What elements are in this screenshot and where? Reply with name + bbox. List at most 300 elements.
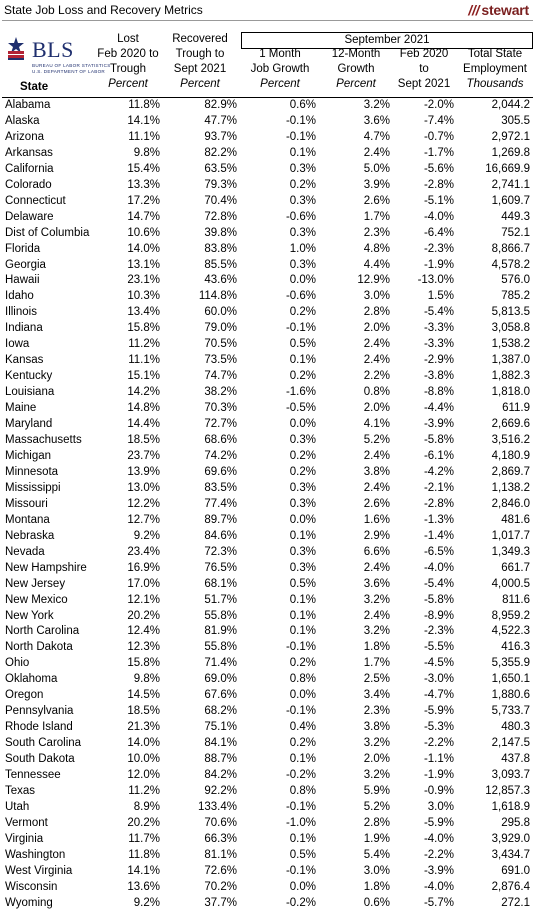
feb-to-sept-change: -2.2% xyxy=(423,848,454,861)
total-employment: 576.0 xyxy=(501,274,530,287)
state-name: Oregon xyxy=(5,689,44,702)
table-row xyxy=(0,513,535,529)
recovered-pct: 92.2% xyxy=(204,784,237,797)
table-row xyxy=(0,337,535,353)
twelve-month-growth: 5.0% xyxy=(363,162,390,175)
state-name: Florida xyxy=(5,242,41,255)
brand-logo xyxy=(468,2,529,18)
state-name: California xyxy=(5,162,54,175)
one-month-growth: -0.5% xyxy=(285,402,316,415)
one-month-growth: -0.1% xyxy=(285,322,316,335)
table-row xyxy=(0,880,535,896)
state-name: Nebraska xyxy=(5,529,55,542)
state-name: Arizona xyxy=(5,130,44,143)
table-row xyxy=(0,816,535,832)
table-row xyxy=(0,688,535,704)
total-employment: 785.2 xyxy=(501,290,530,303)
table-row xyxy=(0,864,535,880)
twelve-month-growth: 2.6% xyxy=(363,497,390,510)
table-row xyxy=(0,656,535,672)
lost-pct: 20.2% xyxy=(127,816,160,829)
header-total-employment: Total State Employment Thousands xyxy=(463,48,527,90)
table-row xyxy=(0,242,535,258)
recovered-pct: 81.1% xyxy=(204,848,237,861)
feb-to-sept-change: -5.5% xyxy=(423,641,454,654)
state-name: Dist of Columbia xyxy=(5,226,90,239)
lost-pct: 14.2% xyxy=(127,386,160,399)
feb-to-sept-change: -4.0% xyxy=(423,561,454,574)
lost-pct: 12.2% xyxy=(127,497,160,510)
table-row xyxy=(0,321,535,337)
lost-pct: 13.9% xyxy=(127,465,160,478)
total-employment: 1,387.0 xyxy=(491,354,530,367)
bls-wordmark: BLS xyxy=(32,37,74,62)
feb-to-sept-change: -3.9% xyxy=(423,864,454,877)
one-month-growth: 0.1% xyxy=(289,529,316,542)
recovered-pct: 83.5% xyxy=(204,481,237,494)
twelve-month-growth: 1.7% xyxy=(363,657,390,670)
lost-pct: 14.7% xyxy=(127,210,160,223)
one-month-growth: 0.3% xyxy=(289,481,316,494)
lost-pct: 11.8% xyxy=(128,848,160,861)
twelve-month-growth: 1.6% xyxy=(363,513,390,526)
total-employment: 4,522.3 xyxy=(491,625,530,638)
feb-to-sept-change: -4.0% xyxy=(423,832,454,845)
total-employment: 3,516.2 xyxy=(491,434,530,447)
table-row xyxy=(0,704,535,720)
total-employment: 272.1 xyxy=(501,896,530,909)
feb-to-sept-change: -2.0% xyxy=(423,99,454,111)
recovered-pct: 72.3% xyxy=(204,545,237,558)
table-row xyxy=(0,162,535,178)
recovered-pct: 84.2% xyxy=(204,769,237,782)
one-month-growth: 0.3% xyxy=(289,162,316,175)
twelve-month-growth: 3.4% xyxy=(363,689,390,702)
state-name: West Virginia xyxy=(5,864,73,877)
state-name: Pennsylvania xyxy=(5,705,74,718)
table-row xyxy=(0,369,535,385)
title-bar xyxy=(0,0,535,22)
twelve-month-growth: 2.8% xyxy=(363,306,390,319)
total-employment: 12,857.3 xyxy=(485,784,530,797)
total-employment: 1,880.6 xyxy=(491,689,530,702)
state-name: North Dakota xyxy=(5,641,73,654)
lost-pct: 15.8% xyxy=(127,657,160,670)
recovered-pct: 70.3% xyxy=(204,402,237,415)
feb-to-sept-change: -3.3% xyxy=(423,338,454,351)
one-month-growth: 0.3% xyxy=(289,497,316,510)
table-row xyxy=(0,417,535,433)
total-employment: 295.8 xyxy=(501,816,530,829)
table-row xyxy=(0,577,535,593)
twelve-month-growth: 5.4% xyxy=(363,848,390,861)
twelve-month-growth: 3.9% xyxy=(363,178,390,191)
lost-pct: 17.0% xyxy=(127,577,160,590)
header-lost: Lost Feb 2020 to Trough Percent xyxy=(97,33,159,90)
recovered-pct: 37.7% xyxy=(204,896,237,909)
recovered-pct: 47.7% xyxy=(204,114,237,127)
twelve-month-growth: 3.2% xyxy=(363,769,390,782)
state-name: North Carolina xyxy=(5,625,80,638)
feb-to-sept-change: -5.8% xyxy=(423,593,454,606)
table-row xyxy=(0,353,535,369)
lost-pct: 14.4% xyxy=(127,418,160,431)
state-name: Indiana xyxy=(5,322,43,335)
recovered-pct: 114.8% xyxy=(198,290,237,303)
feb-to-sept-change: -4.0% xyxy=(423,880,454,893)
table-row xyxy=(0,449,535,465)
state-name: Nevada xyxy=(5,545,45,558)
state-name: New York xyxy=(5,609,54,622)
recovered-pct: 75.1% xyxy=(204,721,237,734)
recovered-pct: 63.5% xyxy=(204,162,237,175)
lost-pct: 11.1% xyxy=(128,130,160,143)
feb-to-sept-change: -3.8% xyxy=(423,370,454,383)
state-name: New Mexico xyxy=(5,593,68,606)
recovered-pct: 72.6% xyxy=(204,864,237,877)
total-employment: 661.7 xyxy=(501,561,530,574)
total-employment: 3,929.0 xyxy=(491,832,530,845)
feb-to-sept-change: -4.5% xyxy=(423,657,454,670)
lost-pct: 8.9% xyxy=(133,800,160,813)
lost-pct: 9.8% xyxy=(133,146,160,159)
table-row xyxy=(0,273,535,289)
twelve-month-growth: 5.2% xyxy=(363,800,390,813)
lost-pct: 14.8% xyxy=(127,402,160,415)
lost-pct: 15.1% xyxy=(127,370,160,383)
table-row xyxy=(0,784,535,800)
twelve-month-growth: 12.9% xyxy=(357,274,390,287)
total-employment: 2,869.7 xyxy=(491,465,530,478)
recovered-pct: 70.2% xyxy=(204,880,237,893)
total-employment: 1,349.3 xyxy=(491,545,530,558)
feb-to-sept-change: -2.8% xyxy=(423,178,454,191)
table-row xyxy=(0,385,535,401)
twelve-month-growth: 2.4% xyxy=(363,609,390,622)
table-row xyxy=(0,481,535,497)
table-row xyxy=(0,146,535,162)
state-name: Idaho xyxy=(5,290,34,303)
state-column-header: State xyxy=(20,81,49,93)
recovered-pct: 93.7% xyxy=(204,130,237,143)
feb-to-sept-change: -5.4% xyxy=(423,577,454,590)
state-name: Rhode Island xyxy=(5,721,73,734)
lost-pct: 14.0% xyxy=(127,242,160,255)
total-employment: 2,147.5 xyxy=(491,737,530,750)
total-employment: 4,578.2 xyxy=(491,258,530,271)
table-row xyxy=(0,848,535,864)
state-name: New Hampshire xyxy=(5,561,87,574)
twelve-month-growth: 4.1% xyxy=(363,418,390,431)
recovered-pct: 76.5% xyxy=(204,561,237,574)
brand-name: stewart xyxy=(481,2,529,18)
twelve-month-growth: 3.8% xyxy=(363,721,390,734)
recovered-pct: 66.3% xyxy=(204,832,237,845)
feb-to-sept-change: -0.7% xyxy=(423,130,454,143)
twelve-month-growth: 1.9% xyxy=(363,832,390,845)
lost-pct: 14.1% xyxy=(127,864,160,877)
state-name: Wisconsin xyxy=(5,880,58,893)
recovered-pct: 68.6% xyxy=(204,434,237,447)
twelve-month-growth: 0.8% xyxy=(363,386,390,399)
twelve-month-growth: 4.4% xyxy=(363,258,390,271)
total-employment: 16,669.9 xyxy=(485,162,530,175)
state-name: Tennessee xyxy=(5,769,61,782)
twelve-month-growth: 2.4% xyxy=(363,146,390,159)
total-employment: 811.6 xyxy=(502,593,530,606)
one-month-growth: 0.1% xyxy=(289,832,316,845)
state-name: Montana xyxy=(5,513,50,526)
lost-pct: 23.7% xyxy=(127,449,160,462)
feb-to-sept-change: -5.9% xyxy=(423,816,454,829)
eagle-seal-icon xyxy=(4,36,28,62)
one-month-growth: 0.5% xyxy=(289,848,316,861)
feb-to-sept-change: -3.9% xyxy=(423,418,454,431)
table-body xyxy=(0,98,535,912)
table-row xyxy=(0,497,535,513)
feb-to-sept-change: -0.9% xyxy=(423,784,454,797)
table-row xyxy=(0,832,535,848)
lost-pct: 18.5% xyxy=(127,705,160,718)
twelve-month-growth: 2.8% xyxy=(363,816,390,829)
total-employment: 2,876.4 xyxy=(491,880,530,893)
state-name: Wyoming xyxy=(5,896,53,909)
total-employment: 3,434.7 xyxy=(491,848,530,861)
state-name: Alaska xyxy=(5,114,40,127)
feb-to-sept-change: -8.8% xyxy=(423,386,454,399)
feb-to-sept-change: -4.4% xyxy=(423,402,454,415)
feb-to-sept-change: -6.1% xyxy=(423,449,454,462)
one-month-growth: -0.2% xyxy=(285,769,316,782)
lost-pct: 13.4% xyxy=(127,306,160,319)
feb-to-sept-change: -8.9% xyxy=(423,609,454,622)
twelve-month-growth: 3.0% xyxy=(363,864,390,877)
twelve-month-growth: 4.8% xyxy=(363,242,390,255)
table-row xyxy=(0,736,535,752)
lost-pct: 14.1% xyxy=(127,114,160,127)
twelve-month-growth: 0.6% xyxy=(363,896,390,909)
state-name: Massachusetts xyxy=(5,434,82,447)
total-employment: 1,269.8 xyxy=(491,146,530,159)
total-employment: 2,044.2 xyxy=(491,99,530,111)
recovered-pct: 71.4% xyxy=(204,657,237,670)
one-month-growth: 0.2% xyxy=(289,306,316,319)
twelve-month-growth: 5.9% xyxy=(363,784,390,797)
title-divider xyxy=(2,20,533,21)
feb-to-sept-change: -1.9% xyxy=(423,258,454,271)
table-row xyxy=(0,289,535,305)
one-month-growth: 0.5% xyxy=(289,338,316,351)
total-employment: 5,355.9 xyxy=(491,657,530,670)
total-employment: 3,058.8 xyxy=(491,322,530,335)
feb-to-sept-change: -2.8% xyxy=(423,497,454,510)
recovered-pct: 55.8% xyxy=(204,641,237,654)
feb-to-sept-change: -2.2% xyxy=(423,737,454,750)
table-row xyxy=(0,178,535,194)
table-row xyxy=(0,114,535,130)
one-month-growth: 0.5% xyxy=(289,577,316,590)
state-name: Louisiana xyxy=(5,386,55,399)
lost-pct: 11.8% xyxy=(128,99,160,111)
table-row xyxy=(0,98,535,114)
stewart-mark-icon: /// xyxy=(468,2,480,18)
one-month-growth: 0.3% xyxy=(289,434,316,447)
lost-pct: 12.4% xyxy=(127,625,160,638)
total-employment: 1,882.3 xyxy=(491,370,530,383)
recovered-pct: 69.0% xyxy=(204,673,237,686)
lost-pct: 9.2% xyxy=(133,896,160,909)
table-row xyxy=(0,258,535,274)
one-month-growth: -0.2% xyxy=(285,896,316,909)
total-employment: 480.3 xyxy=(501,721,530,734)
recovered-pct: 70.6% xyxy=(204,816,237,829)
table-row xyxy=(0,561,535,577)
total-employment: 2,741.1 xyxy=(491,178,530,191)
total-employment: 4,000.5 xyxy=(491,577,530,590)
state-name: Ohio xyxy=(5,657,30,670)
state-name: Virginia xyxy=(5,832,44,845)
twelve-month-growth: 2.0% xyxy=(363,402,390,415)
one-month-growth: -0.1% xyxy=(285,800,316,813)
recovered-pct: 68.1% xyxy=(204,577,237,590)
state-name: Alabama xyxy=(5,99,51,111)
total-employment: 5,813.5 xyxy=(491,306,530,319)
lost-pct: 17.2% xyxy=(127,194,160,207)
state-name: Vermont xyxy=(5,816,48,829)
total-employment: 1,818.0 xyxy=(491,386,530,399)
twelve-month-growth: 6.6% xyxy=(363,545,390,558)
one-month-growth: 0.3% xyxy=(289,226,316,239)
header-feb-to-sept: Feb 2020 to Sept 2021 xyxy=(397,48,451,90)
lost-pct: 10.0% xyxy=(127,753,160,766)
state-name: Colorado xyxy=(5,178,52,191)
table-row xyxy=(0,130,535,146)
table-row xyxy=(0,768,535,784)
feb-to-sept-change: -3.3% xyxy=(423,322,454,335)
state-name: Connecticut xyxy=(5,194,66,207)
total-employment: 2,972.1 xyxy=(491,130,530,143)
twelve-month-growth: 2.0% xyxy=(363,322,390,335)
twelve-month-growth: 5.2% xyxy=(363,434,390,447)
bls-subtitle-1: BUREAU OF LABOR STATISTICS xyxy=(32,63,111,68)
recovered-pct: 67.6% xyxy=(204,689,237,702)
twelve-month-growth: 3.2% xyxy=(363,625,390,638)
recovered-pct: 79.3% xyxy=(204,178,237,191)
one-month-growth: 0.3% xyxy=(289,258,316,271)
twelve-month-growth: 1.8% xyxy=(363,641,390,654)
twelve-month-growth: 3.2% xyxy=(363,593,390,606)
feb-to-sept-change: -1.7% xyxy=(423,146,454,159)
lost-pct: 15.4% xyxy=(127,162,160,175)
twelve-month-growth: 3.2% xyxy=(363,99,390,111)
recovered-pct: 68.2% xyxy=(204,705,237,718)
state-name: Oklahoma xyxy=(5,673,58,686)
recovered-pct: 133.4% xyxy=(197,800,237,813)
one-month-growth: 0.6% xyxy=(289,99,316,111)
recovered-pct: 82.2% xyxy=(204,146,237,159)
feb-to-sept-change: 3.0% xyxy=(427,800,454,813)
lost-pct: 11.2% xyxy=(128,338,160,351)
twelve-month-growth: 1.7% xyxy=(363,210,390,223)
twelve-month-growth: 2.0% xyxy=(363,753,390,766)
one-month-growth: 0.2% xyxy=(289,178,316,191)
table-header xyxy=(0,30,535,96)
one-month-growth: 0.1% xyxy=(289,354,316,367)
lost-pct: 18.5% xyxy=(127,434,160,447)
state-name: Washington xyxy=(5,848,66,861)
one-month-growth: 0.0% xyxy=(289,418,316,431)
table-row xyxy=(0,624,535,640)
feb-to-sept-change: -2.1% xyxy=(423,481,454,494)
state-name: Illinois xyxy=(5,306,37,319)
feb-to-sept-change: -1.1% xyxy=(423,753,454,766)
feb-to-sept-change: -2.3% xyxy=(423,242,454,255)
lost-pct: 12.1% xyxy=(127,593,160,606)
one-month-growth: 0.3% xyxy=(289,545,316,558)
recovered-pct: 72.8% xyxy=(204,210,237,223)
table-row xyxy=(0,465,535,481)
state-name: Minnesota xyxy=(5,465,59,478)
feb-to-sept-change: -4.2% xyxy=(423,465,454,478)
one-month-growth: 0.1% xyxy=(289,625,316,638)
table-row xyxy=(0,672,535,688)
recovered-pct: 77.4% xyxy=(204,497,237,510)
state-name: Mississippi xyxy=(5,481,61,494)
one-month-growth: 1.0% xyxy=(289,242,316,255)
feb-to-sept-change: -2.9% xyxy=(423,354,454,367)
total-employment: 437.8 xyxy=(501,753,530,766)
table-row xyxy=(0,640,535,656)
state-name: Maryland xyxy=(5,418,53,431)
feb-to-sept-change: 1.5% xyxy=(427,290,454,303)
lost-pct: 10.3% xyxy=(127,290,160,303)
state-name: Kentucky xyxy=(5,370,53,383)
feb-to-sept-change: -6.4% xyxy=(423,226,454,239)
september-2021-group-header: September 2021 xyxy=(241,32,533,49)
twelve-month-growth: 2.3% xyxy=(363,226,390,239)
one-month-growth: 0.4% xyxy=(289,721,316,734)
twelve-month-growth: 4.7% xyxy=(363,130,390,143)
total-employment: 2,846.0 xyxy=(491,497,530,510)
lost-pct: 9.2% xyxy=(133,529,160,542)
twelve-month-growth: 2.5% xyxy=(363,673,390,686)
lost-pct: 23.1% xyxy=(127,274,160,287)
one-month-growth: -0.6% xyxy=(285,210,316,223)
page-title: State Job Loss and Recovery Metrics xyxy=(4,3,203,17)
lost-pct: 11.1% xyxy=(128,354,160,367)
one-month-growth: 0.8% xyxy=(289,673,316,686)
one-month-growth: 0.0% xyxy=(289,880,316,893)
twelve-month-growth: 2.4% xyxy=(363,449,390,462)
table-row xyxy=(0,529,535,545)
one-month-growth: -0.1% xyxy=(285,705,316,718)
lost-pct: 12.3% xyxy=(127,641,160,654)
lost-pct: 10.6% xyxy=(127,226,160,239)
feb-to-sept-change: -3.0% xyxy=(423,673,454,686)
total-employment: 1,618.9 xyxy=(491,800,530,813)
twelve-month-growth: 2.4% xyxy=(363,481,390,494)
state-name: Georgia xyxy=(5,258,46,271)
one-month-growth: -0.1% xyxy=(285,641,316,654)
lost-pct: 14.5% xyxy=(127,689,160,702)
total-employment: 691.0 xyxy=(501,864,530,877)
one-month-growth: 0.2% xyxy=(289,449,316,462)
one-month-growth: 0.2% xyxy=(289,657,316,670)
feb-to-sept-change: -5.7% xyxy=(423,896,454,909)
total-employment: 1,650.1 xyxy=(491,673,530,686)
twelve-month-growth: 3.6% xyxy=(363,114,390,127)
table-row xyxy=(0,800,535,816)
